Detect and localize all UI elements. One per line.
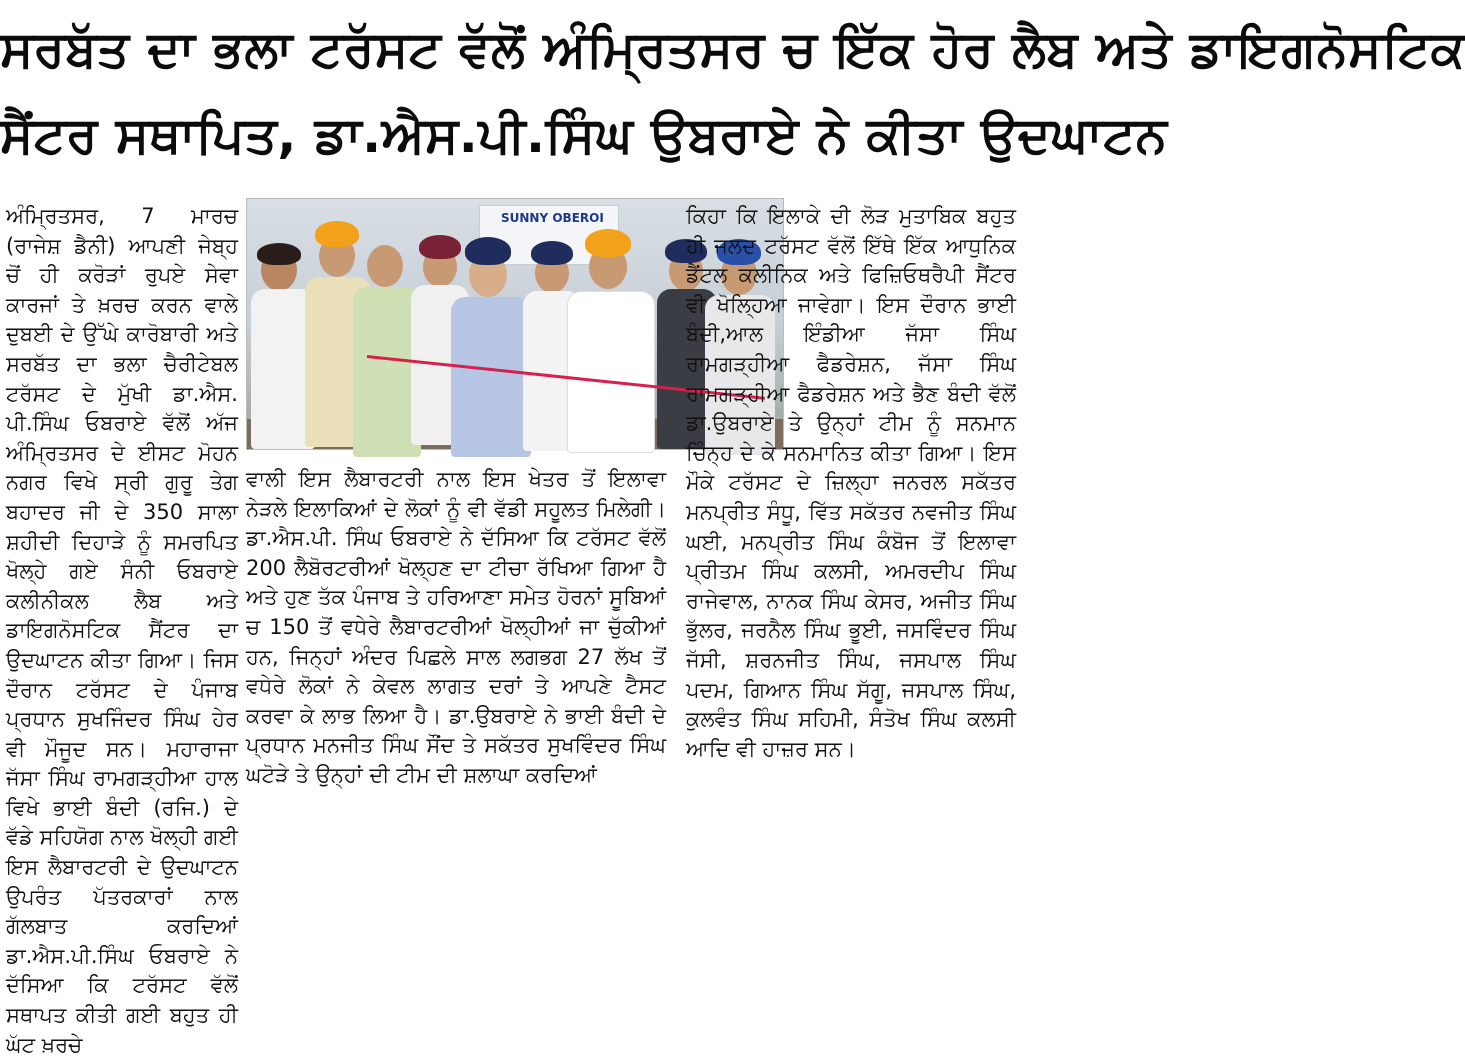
headline-line-2: ਸੈਂਟਰ ਸਥਾਪਿਤ, ਡਾ.ਐਸ.ਪੀ.ਸਿੰਘ ਉਬਰਾਏ ਨੇ ਕੀਤਾ ਉਦਘਾਟਨ (0, 106, 1168, 164)
article-text-2: ਵਾਲੀ ਇਸ ਲੈਬਾਰਟਰੀ ਨਾਲ ਇਸ ਖੇਤਰ ਤੋਂ ਇਲਾਵਾ ਨੇੜਲੇ ਇਲਾਕਿਆਂ ਦੇ ਲੋਕਾਂ ਨੂੰ ਵੀ ਵੱਡੀ ਸਹੂਲਤ ਮਿਲੇਗੀ। ਡਾ.ਐਸ.ਪੀ. ਸਿੰਘ ਓਬਰਾਏ ਨੇ ਦੱਸਿਆ ਕਿ ਟਰੱਸਟ ਵੱਲੋਂ 200 ਲੈਬੋਰਟਰੀਆਂ ਖੋਲ੍ਹਣ ਦਾ ਟੀਚਾ ਰੱਖਿਆ ਗਿਆ ਹੈ ਅਤੇ ਹੁਣ ਤੱਕ ਪੰਜਾਬ ਤੇ ਹਰਿਆਣਾ ਸਮੇਤ ਹੋਰਨਾਂ ਸੂਬਿਆਂ ਚ 150 ਤੋਂ ਵਧੇਰੇ ਲੈਬਾਰਟਰੀਆਂ ਖੋਲ੍ਹੀਆਂ ਜਾ ਚੁੱਕੀਆਂ ਹਨ, ਜਿਨ੍ਹਾਂ ਅੰਦਰ ਪਿਛਲੇ ਸਾਲ ਲਗਭਗ 27 ਲੱਖ ਤੋਂ ਵਧੇਰੇ ਲੋਕਾਂ ਨੇ ਕੇਵਲ ਲਾਗਤ ਦਰਾਂ ਤੇ ਆਪਣੇ ਟੈਸਟ ਕਰਵਾ ਕੇ ਲਾਭ ਲਿਆ ਹੈ। ਡਾ.ਉਬਰਾਏ ਨੇ ਭਾਈ ਬੰਦੀ ਦੇ ਪ੍ਰਧਾਨ ਮਨਜੀਤ ਸਿੰਘ ਸੌਂਦ ਤੇ ਸਕੱਤਰ ਸੁਖਵਿੰਦਰ ਸਿੰਘ ਘਟੋੜੇ ਤੇ ਉਨ੍ਹਾਂ ਦੀ ਟੀਮ ਦੀ ਸ਼ਲਾਘਾ ਕਰਦਿਆਂ (246, 467, 666, 787)
article-text-1: ਅੰਮ੍ਰਿਤਸਰ, 7 ਮਾਰਚ (ਰਾਜੇਸ਼ ਡੈਨੀ) ਆਪਣੀ ਜੇਬ੍ਹ ਚੋਂ ਹੀ ਕਰੋੜਾਂ ਰੁਪਏ ਸੇਵਾ ਕਾਰਜਾਂ ਤੇ ਖ਼ਰਚ ਕਰਨ ਵਾਲੇ ਦੁਬਈ ਦੇ ਉੱਘੇ ਕਾਰੋਬਾਰੀ ਅਤੇ ਸਰਬੱਤ ਦਾ ਭਲਾ ਚੈਰੀਟੇਬਲ ਟਰੱਸਟ ਦੇ ਮੁੱਖੀ ਡਾ.ਐਸ. ਪੀ.ਸਿੰਘ ਓਬਰਾਏ ਵੱਲੋਂ ਅੱਜ ਅੰਮ੍ਰਿਤਸਰ ਦੇ ਈਸਟ ਮੋਹਨ ਨਗਰ ਵਿਖੇ ਸ੍ਰੀ ਗੁਰੂ ਤੇਗ ਬਹਾਦਰ ਜੀ ਦੇ 350 ਸਾਲਾ ਸ਼ਹੀਦੀ ਦਿਹਾੜੇ ਨੂੰ ਸਮਰਪਿਤ ਖੋਲ੍ਹੇ ਗਏ ਸੰਨੀ ਓਬਰਾਏ ਕਲੀਨੀਕਲ ਲੈਬ ਅਤੇ ਡਾਇਗਨੋਸਟਿਕ ਸੈਂਟਰ ਦਾ ਉਦਘਾਟਨ ਕੀਤਾ ਗਿਆ। ਜਿਸ ਦੌਰਾਨ ਟਰੱਸਟ ਦੇ ਪੰਜਾਬ ਪ੍ਰਧਾਨ ਸੁਖਜਿੰਦਰ ਸਿੰਘ ਹੇਰ ਵੀ ਮੌਜੂਦ ਸਨ। ਮਹਾਰਾਜਾ ਜੱਸਾ ਸਿੰਘ ਰਾਮਗੜ੍ਹੀਆ ਹਾਲ ਵਿਖੇ ਭਾਈ ਬੰਦੀ (ਰਜਿ.) ਦੇ ਵੱਡੇ ਸਹਿਯੋਗ ਨਾਲ ਖੋਲ੍ਹੀ ਗਈ ਇਸ ਲੈਬਾਰਟਰੀ ਦੇ ਉਦਘਾਟਨ ਉਪਰੰਤ ਪੱਤਰਕਾਰਾਂ ਨਾਲ ਗੱਲਬਾਤ ਕਰਦਿਆਂ ਡਾ.ਐਸ.ਪੀ.ਸਿੰਘ ਓਬਰਾਏ ਨੇ ਦੱਸਿਆ ਕਿ ਟਰੱਸਟ ਵੱਲੋਂ ਸਥਾਪਤ ਕੀਤੀ ਗਈ ਬਹੁਤ ਹੀ ਘੱਟ ਖ਼ਰਚੇ (6, 204, 238, 1057)
article-column-1 (6, 202, 238, 1057)
turban-icon (315, 221, 359, 247)
signboard-text: SUNNY OBEROI (501, 211, 604, 225)
headline (0, 6, 1465, 182)
article-column-2 (246, 465, 666, 1020)
article-text-3: ਕਿਹਾ ਕਿ ਇਲਾਕੇ ਦੀ ਲੋੜ ਮੁਤਾਬਿਕ ਬਹੁਤ ਹੀ ਜਲਦ ਟਰੱਸਟ ਵੱਲੋਂ ਇੱਥੇ ਇੱਕ ਆਧੁਨਿਕ ਡੈਂਟਲ ਕਲੀਨਿਕ ਅਤੇ ਫਿਜ਼ਿਓਥਰੈਪੀ ਸੈਂਟਰ ਵੀ ਖੋਲ੍ਹਿਆ ਜਾਵੇਗਾ। ਇਸ ਦੌਰਾਨ ਭਾਈ ਬੰਦੀ,ਆਲ ਇੰਡੀਆ ਜੱਸਾ ਸਿੰਘ ਰਾਮਗੜ੍ਹੀਆ ਫੈਡਰੇਸ਼ਨ, ਜੱਸਾ ਸਿੰਘ ਰਾਮਗੜ੍ਹੀਆ ਫੈਡਰੇਸ਼ਨ ਅਤੇ ਭੈਣ ਬੰਦੀ ਵੱਲੋਂ ਡਾ.ਉਬਰਾਏ ਤੇ ਉਨ੍ਹਾਂ ਟੀਮ ਨੂੰ ਸਨਮਾਨ ਚਿੰਨ੍ਹ ਦੇ ਕੇ ਸਨਮਾਨਿਤ ਕੀਤਾ ਗਿਆ। ਇਸ ਮੌਕੇ ਟਰੱਸਟ ਦੇ ਜ਼ਿਲ੍ਹਾ ਜਨਰਲ ਸਕੱਤਰ ਮਨਪ੍ਰੀਤ ਸੰਧੂ, ਵਿੱਤ ਸਕੱਤਰ ਨਵਜੀਤ ਸਿੰਘ ਘਈ, ਮਨਪ੍ਰੀਤ ਸਿੰਘ ਕੰਬੋਜ ਤੋਂ ਇਲਾਵਾ ਪ੍ਰੀਤਮ ਸਿੰਘ ਕਲਸੀ, ਅਮਰਦੀਪ ਸਿੰਘ ਰਾਜੇਵਾਲ, ਨਾਨਕ ਸਿੰਘ ਕੇਸਰ, ਅਜੀਤ ਸਿੰਘ ਭੁੱਲਰ, ਜਰਨੈਲ ਸਿੰਘ ਭੂਈ, ਜਸਵਿੰਦਰ ਸਿੰਘ ਜੱਸੀ, ਸ਼ਰਨਜੀਤ ਸਿੰਘ, ਜਸਪਾਲ ਸਿੰਘ ਪਦਮ, ਗਿਆਨ ਸਿੰਘ ਸੱਗੂ, ਜਸਪਾਲ ਸਿੰਘ, ਕੁਲਵੰਤ ਸਿੰਘ ਸਹਿਮੀ, ਸੰਤੋਖ ਸਿੰਘ ਕਲਸੀ ਆਦਿ ਵੀ ਹਾਜ਼ਰ ਸਨ। (686, 204, 1016, 761)
headline-line-1: ਸਰਬੱਤ ਦਾ ਭਲਾ ਟਰੱਸਟ ਵੱਲੋਂ ਅੰਮ੍ਰਿਤਸਰ ਚ ਇੱਕ ਹੋਰ ਲੈਬ ਅਤੇ ਡਾਇਗਨੋਸਟਿਕ (0, 20, 1465, 78)
article-column-3 (686, 202, 1016, 1020)
